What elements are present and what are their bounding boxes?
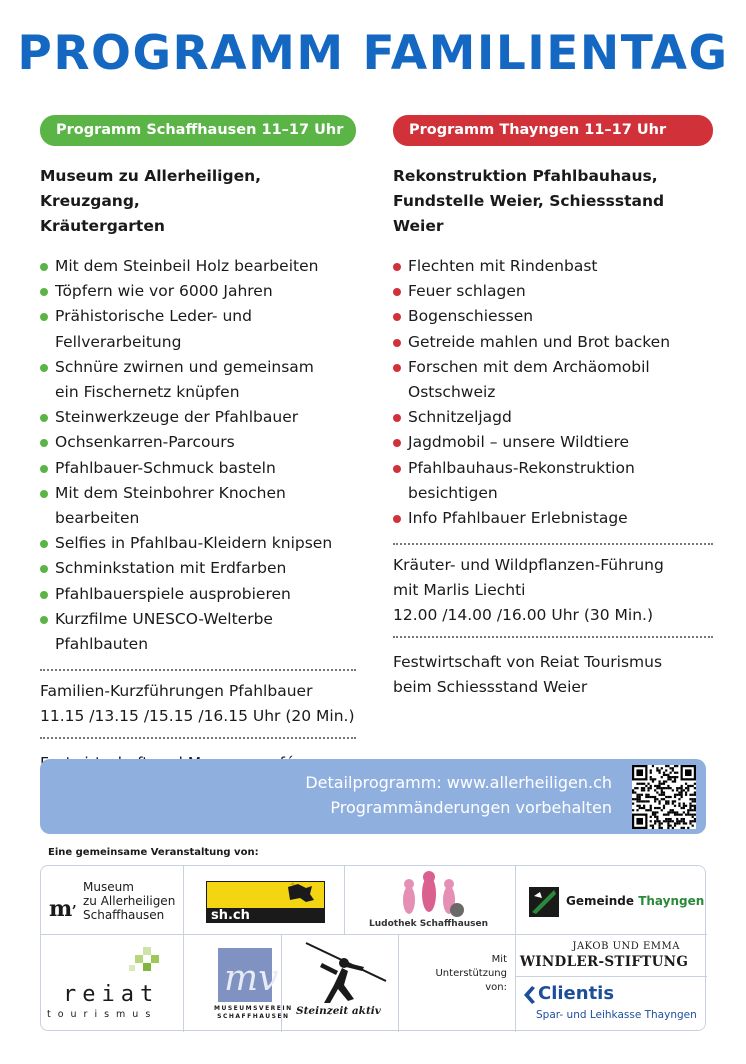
schaffhausen-activity-list: [40, 254, 356, 657]
bullet-icon: [40, 616, 48, 624]
list-item: Bogenschiessen: [393, 304, 713, 329]
thayngen-crest-icon: [528, 886, 560, 918]
divider: [393, 543, 713, 545]
list-item: Steinwerkzeuge der Pfahlbauer: [40, 405, 356, 430]
museumsverein-logo: mv MUSEUMSVEREIN SCHAFFHAUSEN: [184, 935, 282, 1032]
bullet-icon: [40, 465, 48, 473]
bullet-icon: [393, 364, 401, 372]
spear-thrower-icon: [304, 941, 388, 1007]
sponsors-label: Eine gemeinsame Veranstaltung von:: [48, 847, 259, 858]
list-item: Kurzfilme UNESCO-Welterbe Pfahlbauten: [40, 607, 356, 657]
thayngen-heading: Rekonstruktion Pfahlbauhaus, Fundstelle Weier, Schiessstand Weier: [393, 167, 665, 235]
support-label-cell: Mit Unterstützung von:: [399, 935, 516, 1032]
list-item: Getreide mahlen und Brot backen: [393, 330, 713, 355]
bullet-icon: [393, 414, 401, 422]
gemeinde-thayngen-logo: Gemeinde Thayngen: [516, 866, 707, 935]
schaffhausen-tour-info: Familien-Kurzführungen Pfahlbauer 11.15 /13.15 /15.15 /16.15 Uhr (20 Min.): [40, 682, 355, 726]
list-item: Schnitzeljagd: [393, 405, 713, 430]
bullet-icon: [40, 490, 48, 498]
list-item: Schminkstation mit Erdfarben: [40, 556, 356, 581]
schaffhausen-pill: Programm Schaffhausen 11–17 Uhr: [40, 115, 356, 146]
info-banner: [40, 759, 706, 834]
bullet-icon: [393, 313, 401, 321]
bullet-icon: [393, 288, 401, 296]
page-title: PROGRAMM FAMILIENTAG: [17, 26, 729, 81]
bullet-icon: [40, 263, 48, 271]
bullet-icon: [393, 439, 401, 447]
list-item: Mit dem Steinbohrer Knochen bearbeiten: [40, 481, 356, 531]
ludothek-logo: Ludothek Schaffhausen: [345, 866, 516, 935]
list-item: Feuer schlagen: [393, 279, 713, 304]
sh-ch-logo: sh.ch: [184, 866, 345, 935]
thayngen-activity-list: [393, 254, 713, 531]
list-item: Jagdmobil – unsere Wildtiere: [393, 430, 713, 455]
divider: [40, 669, 356, 671]
bullet-icon: [40, 414, 48, 422]
schaffhausen-heading: Museum zu Allerheiligen, Kreuzgang, Kräutergarten: [40, 167, 262, 235]
list-item: Pfahlbauhaus-Rekonstruktion besichtigen: [393, 456, 713, 506]
list-item: Flechten mit Rindenbast: [393, 254, 713, 279]
list-item: Töpfern wie vor 6000 Jahren: [40, 279, 356, 304]
thayngen-pill: Programm Thayngen 11–17 Uhr: [393, 115, 713, 146]
thayngen-column: [393, 115, 713, 700]
bullet-icon: [393, 515, 401, 523]
detail-program-link[interactable]: Detailprogramm: www.allerheiligen.ch: [305, 773, 612, 792]
list-item: Pfahlbauerspiele ausprobieren: [40, 582, 356, 607]
steinzeit-aktiv-logo: Steinzeit aktiv: [282, 935, 399, 1032]
clientis-chevron-icon: [522, 986, 536, 1004]
bullet-icon: [40, 364, 48, 372]
bullet-icon: [40, 313, 48, 321]
bullet-icon: [393, 263, 401, 271]
reiat-squares-icon: [125, 947, 161, 977]
list-item: Mit dem Steinbeil Holz bearbeiten: [40, 254, 356, 279]
divider: [40, 737, 356, 739]
sponsor-logo-grid: [40, 865, 706, 1031]
list-item: Selfies in Pfahlbau-Kleidern knipsen: [40, 531, 356, 556]
svg-text:mv: mv: [224, 958, 279, 999]
bullet-icon: [40, 591, 48, 599]
windler-stiftung-logo: JAKOB UND EMMA WINDLER-STIFTUNG: [516, 935, 707, 977]
thayngen-food-info: Festwirtschaft von Reiat Tourismus beim Schiessstand Weier: [393, 653, 663, 697]
bullet-icon: [393, 465, 401, 473]
bullet-icon: [40, 288, 48, 296]
list-item: Ochsenkarren-Parcours: [40, 430, 356, 455]
bullet-icon: [40, 565, 48, 573]
list-item: Pfahlbauer-Schmuck basteln: [40, 456, 356, 481]
list-item: Prähistorische Leder- und Fellverarbeitung: [40, 304, 356, 354]
list-item: Forschen mit dem Archäomobil Ostschweiz: [393, 355, 713, 405]
museum-allerheiligen-logo: m, Museum zu Allerheiligen Schaffhausen: [41, 866, 184, 935]
schaffhausen-column: [40, 115, 356, 776]
bullet-icon: [393, 339, 401, 347]
divider: [393, 636, 713, 638]
bowling-pins-icon: [395, 870, 467, 918]
program-changes-note: Programmänderungen vorbehalten: [330, 798, 612, 817]
bullet-icon: [40, 540, 48, 548]
list-item: Schnüre zwirnen und gemeinsam ein Fischernetz knüpfen: [40, 355, 356, 405]
thayngen-tour-info: Kräuter- und Wildpflanzen-Führung mit Marlis Liechti 12.00 /14.00 /16.00 Uhr (30 Min.): [393, 556, 664, 625]
reiat-tourismus-logo: reiat tourismus: [41, 935, 184, 1032]
clientis-logo: Clientis Spar- und Leihkasse Thayngen: [516, 977, 707, 1032]
bullet-icon: [40, 439, 48, 447]
qr-code-icon[interactable]: [632, 765, 696, 829]
list-item: Info Pfahlbauer Erlebnistage: [393, 506, 713, 531]
